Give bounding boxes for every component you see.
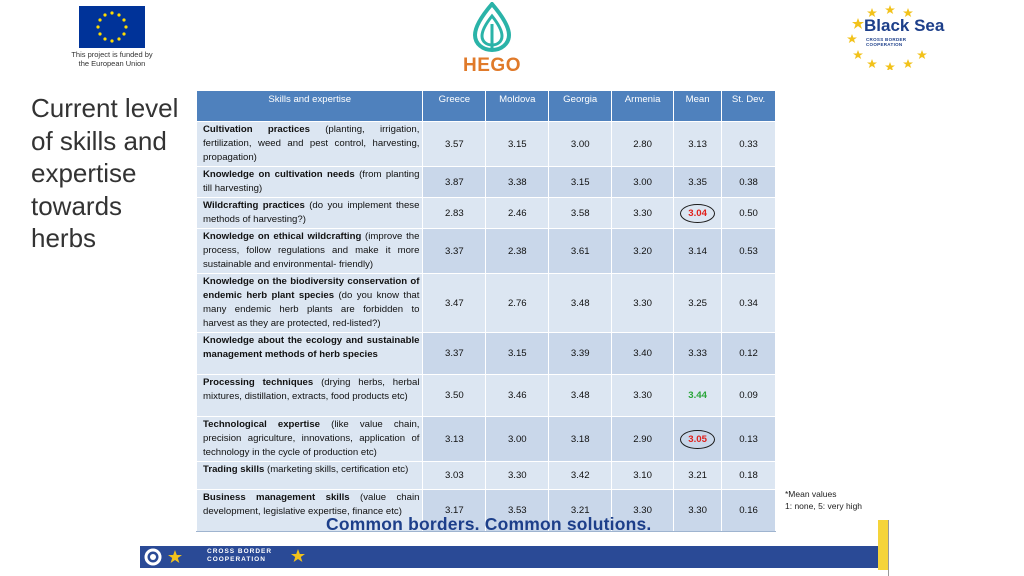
skill-description: Knowledge on cultivation needs (from planting till harvesting) <box>197 167 423 198</box>
cell-greece: 3.57 <box>423 122 486 167</box>
cell-stdev: 0.38 <box>722 167 776 198</box>
table-row <box>197 375 776 417</box>
cell-greece: 3.47 <box>423 274 486 333</box>
cell-armenia: 3.30 <box>612 198 674 229</box>
cell-moldova: 2.46 <box>486 198 549 229</box>
cell-moldova: 2.76 <box>486 274 549 333</box>
cell-mean: 3.35 <box>674 167 722 198</box>
cell-greece: 3.50 <box>423 375 486 417</box>
hego-logo <box>455 2 529 74</box>
cell-mean: 3.30 <box>674 490 722 532</box>
footer-divider <box>888 520 889 576</box>
cell-georgia: 3.48 <box>549 274 612 333</box>
table-row <box>197 333 776 375</box>
column-header-armenia: Armenia <box>612 91 674 122</box>
skill-description: Wildcrafting practices (do you implement these methods of harvesting?) <box>197 198 423 229</box>
cell-armenia: 2.90 <box>612 417 674 462</box>
cell-armenia: 3.30 <box>612 375 674 417</box>
cell-greece: 3.37 <box>423 333 486 375</box>
cell-georgia: 3.39 <box>549 333 612 375</box>
column-header-skills: Skills and expertise <box>197 91 423 122</box>
cell-armenia: 3.20 <box>612 229 674 274</box>
footer-caption: CROSS BORDER COOPERATION <box>207 548 273 563</box>
cell-stdev: 0.13 <box>722 417 776 462</box>
cell-moldova: 3.15 <box>486 333 549 375</box>
eu-flag-icon <box>79 6 145 48</box>
highlighted-mean-high: 3.44 <box>688 390 707 401</box>
column-header-stdev: St. Dev. <box>722 91 776 122</box>
cell-mean <box>674 375 722 417</box>
skills-table <box>196 90 776 532</box>
table-row <box>197 462 776 490</box>
column-header-moldova: Moldova <box>486 91 549 122</box>
skill-description: Trading skills (marketing skills, certification etc) <box>197 462 423 490</box>
table-row <box>197 167 776 198</box>
circled-mean-low: 3.05 <box>680 430 715 449</box>
footer-swirl-icon <box>143 546 203 568</box>
column-header-georgia: Georgia <box>549 91 612 122</box>
table-row <box>197 417 776 462</box>
slogan: Common borders. Common solutions. <box>326 514 652 534</box>
eu-caption: This project is funded by the European Union <box>71 50 153 68</box>
black-sea-subtitle: CROSS BORDER COOPERATION <box>866 37 907 47</box>
skill-description: Technological expertise (like value chain, precision agriculture, innovations, application of technology in the cycle of production etc) <box>197 417 423 462</box>
cell-stdev: 0.34 <box>722 274 776 333</box>
cell-greece: 2.83 <box>423 198 486 229</box>
cell-greece: 3.37 <box>423 229 486 274</box>
cell-georgia: 3.00 <box>549 122 612 167</box>
skill-description: Knowledge about the ecology and sustainable management methods of herb species <box>197 333 423 375</box>
cell-armenia: 3.30 <box>612 490 674 532</box>
cell-stdev: 0.53 <box>722 229 776 274</box>
skill-description: Cultivation practices (planting, irrigation, fertilization, weed and pest control, harvesting, propagation) <box>197 122 423 167</box>
table-row <box>197 229 776 274</box>
cell-moldova: 3.46 <box>486 375 549 417</box>
cell-greece: 3.03 <box>423 462 486 490</box>
footer-accent <box>878 520 888 570</box>
cell-armenia: 3.40 <box>612 333 674 375</box>
hego-wordmark: HEGO <box>463 55 521 76</box>
skill-description: Business management skills (value chain development, legislative expertise, finance etc) <box>197 490 423 532</box>
cell-greece: 3.13 <box>423 417 486 462</box>
cell-mean: 3.14 <box>674 229 722 274</box>
cell-georgia: 3.18 <box>549 417 612 462</box>
black-sea-logo <box>846 4 946 70</box>
cell-mean: 3.13 <box>674 122 722 167</box>
cell-armenia: 3.30 <box>612 274 674 333</box>
eu-logo <box>62 6 162 72</box>
table-row <box>197 274 776 333</box>
leaf-drop-icon <box>470 2 514 52</box>
cell-georgia: 3.15 <box>549 167 612 198</box>
cell-mean <box>674 417 722 462</box>
circled-mean-low: 3.04 <box>680 204 715 223</box>
cell-moldova: 3.30 <box>486 462 549 490</box>
cell-georgia: 3.48 <box>549 375 612 417</box>
table-row <box>197 122 776 167</box>
cell-stdev: 0.12 <box>722 333 776 375</box>
mean-values-note: *Mean values 1: none, 5: very high <box>785 489 863 511</box>
black-sea-wordmark: Black Sea <box>864 16 945 35</box>
cell-armenia: 3.00 <box>612 167 674 198</box>
cell-georgia: 3.61 <box>549 229 612 274</box>
cell-moldova: 3.15 <box>486 122 549 167</box>
cell-armenia: 2.80 <box>612 122 674 167</box>
skill-description: Knowledge on ethical wildcrafting (improve the process, follow regulations and make it more sustainable and environmental- friendly) <box>197 229 423 274</box>
table-header-row <box>197 91 776 122</box>
cell-stdev: 0.09 <box>722 375 776 417</box>
cell-stdev: 0.18 <box>722 462 776 490</box>
cell-stdev: 0.50 <box>722 198 776 229</box>
table-row <box>197 198 776 229</box>
cell-georgia: 3.21 <box>549 490 612 532</box>
cell-stdev: 0.33 <box>722 122 776 167</box>
cell-greece: 3.87 <box>423 167 486 198</box>
cell-armenia: 3.10 <box>612 462 674 490</box>
skill-description: Knowledge on the biodiversity conservation of endemic herb plant species (do you know that many endemic herb plants are forbidden to harvest as they are protected, red-listed?) <box>197 274 423 333</box>
cell-stdev: 0.16 <box>722 490 776 532</box>
cell-georgia: 3.58 <box>549 198 612 229</box>
cell-mean: 3.25 <box>674 274 722 333</box>
cell-mean: 3.33 <box>674 333 722 375</box>
cell-moldova: 2.38 <box>486 229 549 274</box>
footer-star-icon <box>290 548 306 564</box>
skill-description: Processing techniques (drying herbs, herbal mixtures, distillation, extracts, food products etc) <box>197 375 423 417</box>
cell-moldova: 3.53 <box>486 490 549 532</box>
cell-mean: 3.21 <box>674 462 722 490</box>
column-header-greece: Greece <box>423 91 486 122</box>
cell-greece: 3.17 <box>423 490 486 532</box>
cell-mean <box>674 198 722 229</box>
slide-title: Current level of skills and expertise towards herbs <box>31 93 179 253</box>
column-header-mean: Mean <box>674 91 722 122</box>
cell-moldova: 3.00 <box>486 417 549 462</box>
cell-moldova: 3.38 <box>486 167 549 198</box>
cell-georgia: 3.42 <box>549 462 612 490</box>
